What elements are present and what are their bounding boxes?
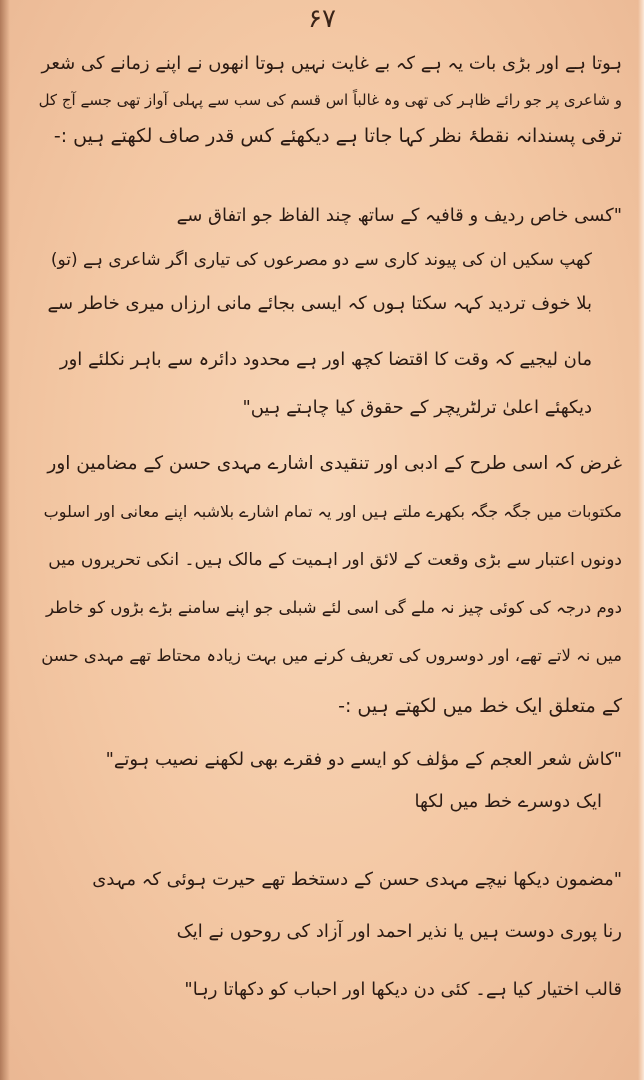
text-line-8: دیکھئے اعلیٰ ترلٹریچر کے حقوق کیا چاہتے ہیں" <box>242 397 592 418</box>
text-line-15: "کاش شعر العجم کے مؤلف کو ایسے دو فقرے بھی لکھنے نصیب ہوتے" <box>105 749 622 770</box>
text-line-1: ہوتا ہے اور بڑی بات یہ ہے کہ بے غایت نہیں ہوتا انھوں نے اپنے زمانے کی شعر <box>41 53 622 74</box>
text-line-12: دوم درجہ کی کوئی چیز نہ ملے گی اسی لئے شبلی جو اپنے سامنے بڑے بڑوں کو خاطر <box>45 598 622 617</box>
text-line-4: "کسی خاص ردیف و قافیہ کے ساتھ چند الفاظ جو اتفاق سے <box>176 205 622 226</box>
text-line-7: مان لیجیے کہ وقت کا اقتضا کچھ اور ہے محدود دائرہ سے باہر نکلئے اور <box>59 349 592 370</box>
text-line-5: کھپ سکیں ان کی پیوند کاری سے دو مصرعوں کی تیاری اگر شاعری ہے (تو) <box>50 250 592 270</box>
text-line-13: میں نہ لاتے تھے، اور دوسروں کی تعریف کرنے میں بہت زیادہ محتاط تھے مہدی حسن <box>41 646 622 665</box>
text-line-11: دونوں اعتبار سے بڑی وقعت کے لائق اور اہمیت کے مالک ہیں۔ انکی تحریروں میں <box>48 550 622 570</box>
page-edge <box>638 0 644 1080</box>
text-line-2: و شاعری پر جو رائے ظاہر کی تھی وہ غالباً اس قسم کی سب سے پہلی آواز تھی جسے آج کل <box>38 91 622 109</box>
text-line-17: "مضمون دیکھا نیچے مہدی حسن کے دستخط تھے حیرت ہوئی کہ مہدی <box>92 869 622 890</box>
page-number: ۶۷ <box>308 4 336 34</box>
text-line-6: بلا خوف تردید کہہ سکتا ہوں کہ ایسی بجائے مانی ارزاں میری خاطر سے <box>47 293 592 314</box>
text-line-19: قالب اختیار کیا ہے۔ کئی دن دیکھا اور احباب کو دکھاتا رہا" <box>184 979 622 1000</box>
text-line-10: مکتوبات میں جگہ جگہ بکھرے ملتے ہیں اور یہ تمام اشارے بلاشبہ اپنے معانی اور اسلوب <box>43 502 622 521</box>
text-line-16: ایک دوسرے خط میں لکھا <box>414 791 602 812</box>
page-binding-shadow <box>0 0 10 1080</box>
text-line-3: ترقی پسندانہ نقطۂ نظر کہا جاتا ہے دیکھئے کس قدر صاف لکھتے ہیں :- <box>53 125 622 147</box>
text-line-14: کے متعلق ایک خط میں لکھتے ہیں :- <box>338 695 622 717</box>
text-line-18: رنا پوری دوست ہیں یا نذیر احمد اور آزاد کی روحوں نے ایک <box>176 921 622 942</box>
text-line-9: غرض کہ اسی طرح کے ادبی اور تنقیدی اشارے مہدی حسن کے مضامین اور <box>47 453 622 474</box>
